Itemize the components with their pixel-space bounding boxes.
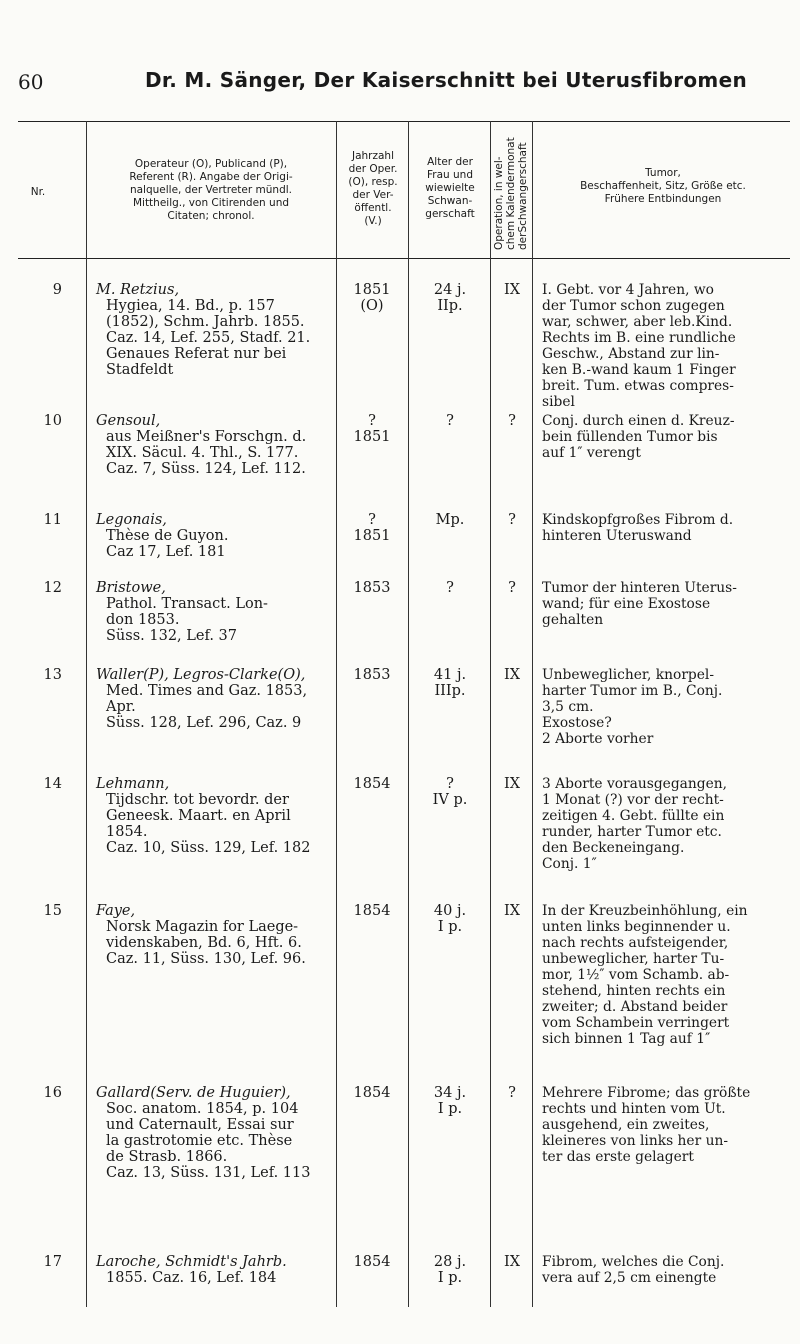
row-number: 11 [43,512,62,528]
age-cell: 28 j. I p. [433,1254,467,1286]
tumor-cell: Unbeweglicher, knorpel- harter Tumor im B., Conj. 3,5 cm. Exostose? 2 Aborte vorher [542,667,723,747]
col-divider [86,121,87,1307]
year-cell: 1854 [353,1254,391,1270]
age-cell: Mp. [435,512,465,528]
row-number: 16 [43,1085,62,1101]
header-operator: Operateur (O), Publicand (P), Referent (R). Angabe der Origi- nalquelle, der Vertreter mündl. Mittheilg., von Citirenden und Citaten; chronol. [129,158,293,222]
row-number: 14 [43,776,62,792]
month-cell: IX [503,667,521,683]
year-cell: ? 1851 [353,413,391,445]
age-cell: 34 j. I p. [433,1085,467,1117]
col-divider [490,121,491,1307]
age-cell: ? [446,413,454,429]
year-cell: 1851 (O) [353,282,391,314]
tumor-cell: Conj. durch einen d. Kreuz- bein füllenden Tumor bis auf 1″ verengt [542,413,735,461]
operator-cell: Gallard(Serv. de Huguier), Soc. anatom. 1854, p. 104 und Caternault, Essai sur la gastrotomie etc. Thèse de Strasb. 1866. Caz. 13, Süss. 131, Lef. 113 [96,1085,311,1181]
table-top-rule [18,121,790,122]
year-cell: 1854 [353,903,391,919]
running-header: Dr. M. Sänger, Der Kaiserschnitt bei Uterusfibromen [145,68,747,92]
operator-cell: Gensoul, aus Meißner's Forschgn. d. XIX. Säcul. 4. Thl., S. 177. Caz. 7, Süss. 124, Lef. 112. [96,413,307,477]
month-cell: ? [508,413,516,429]
tumor-cell: Fibrom, welches die Conj. vera auf 2,5 cm einengte [542,1254,725,1286]
tumor-cell: 3 Aborte vorausgegangen, 1 Monat (?) vor der recht- zeitigen 4. Gebt. füllte ein runder, harter Tumor etc. den Beckeneingang. Conj. 1″ [542,776,728,872]
year-cell: 1854 [353,776,391,792]
month-cell: ? [508,1085,516,1101]
month-cell: IX [503,282,521,298]
month-cell: IX [503,903,521,919]
age-cell: 40 j. I p. [433,903,467,935]
year-cell: 1853 [353,580,391,596]
month-cell: ? [508,512,516,528]
age-cell: ? [446,580,454,596]
year-cell: ? 1851 [353,512,391,544]
tumor-cell: In der Kreuzbeinhöhlung, ein unten links beginnender u. nach rechts aufsteigender, unbeweglicher, harter Tu- mor, 1½″ vom Schamb. ab- stehend, hinten rechts ein zweiter; d. Abstand beider vom Schambein verringert sich binnen 1 Tag auf 1″ [542,903,748,1047]
tumor-cell: Kindskopfgroßes Fibrom d. hinteren Uteruswand [542,512,734,544]
header-year: Jahrzahl der Oper. (O), resp. der Ver- öffentl. (V.) [348,150,398,227]
tumor-cell: I. Gebt. vor 4 Jahren, wo der Tumor schon zugegen war, schwer, aber leb.Kind. Rechts im B. eine rundliche Geschw., Abstand zur lin- ken B.-wand kaum 1 Finger breit. Tum. etwas compres- sibel [542,282,736,410]
month-cell: IX [503,1254,521,1270]
row-number: 9 [52,282,62,298]
operator-cell: Faye, Norsk Magazin for Laege- videnskaben, Bd. 6, Hft. 6. Caz. 11, Süss. 130, Lef. 96. [96,903,306,967]
tumor-cell: Mehrere Fibrome; das größte rechts und hinten vom Ut. ausgehend, ein zweites, kleineres von links her un- ter das erste gelagert [542,1085,751,1165]
header-nr: Nr. [30,186,46,198]
age-cell: 24 j. IIp. [433,282,467,314]
row-number: 10 [43,413,62,429]
month-cell: IX [503,776,521,792]
year-cell: 1853 [353,667,391,683]
operator-cell: Lehmann, Tijdschr. tot bevordr. der Geneesk. Maart. en April 1854. Caz. 10, Süss. 129, Lef. 182 [96,776,311,856]
row-number: 13 [43,667,62,683]
operator-cell: Legonais, Thèse de Guyon. Caz 17, Lef. 181 [96,512,229,560]
age-cell: 41 j. IIIp. [433,667,467,699]
header-month: Operation, in wel- chem Kalendermonat derSchwangerschaft [493,137,529,250]
operator-cell: Waller(P), Legros-Clarke(O), Med. Times and Gaz. 1853, Apr. Süss. 128, Lef. 296, Caz. 9 [96,667,308,731]
page-number: 60 [18,70,44,94]
header-age: Alter der Frau und wiewielte Schwan- gerschaft [425,156,475,220]
row-number: 12 [43,580,62,596]
age-cell: ? IV p. [432,776,468,808]
operator-cell: Laroche, Schmidt's Jahrb. 1855. Caz. 16, Lef. 184 [96,1254,287,1286]
year-cell: 1854 [353,1085,391,1101]
month-cell: ? [508,580,516,596]
col-divider [532,121,533,1307]
row-number: 17 [43,1254,62,1270]
col-divider [408,121,409,1307]
operator-cell: Bristowe, Pathol. Transact. Lon- don 1853. Süss. 132, Lef. 37 [96,580,268,644]
tumor-cell: Tumor der hinteren Uterus- wand; für eine Exostose gehalten [542,580,737,628]
header-tumor: Tumor, Beschaffenheit, Sitz, Größe etc. Frühere Entbindungen [580,167,746,205]
table-header-rule [18,258,790,259]
row-number: 15 [43,903,62,919]
operator-cell: M. Retzius, Hygiea, 14. Bd., p. 157 (1852), Schm. Jahrb. 1855. Caz. 14, Lef. 255, Stadf. 21. Genaues Referat nur bei Stadfeldt [96,282,311,378]
